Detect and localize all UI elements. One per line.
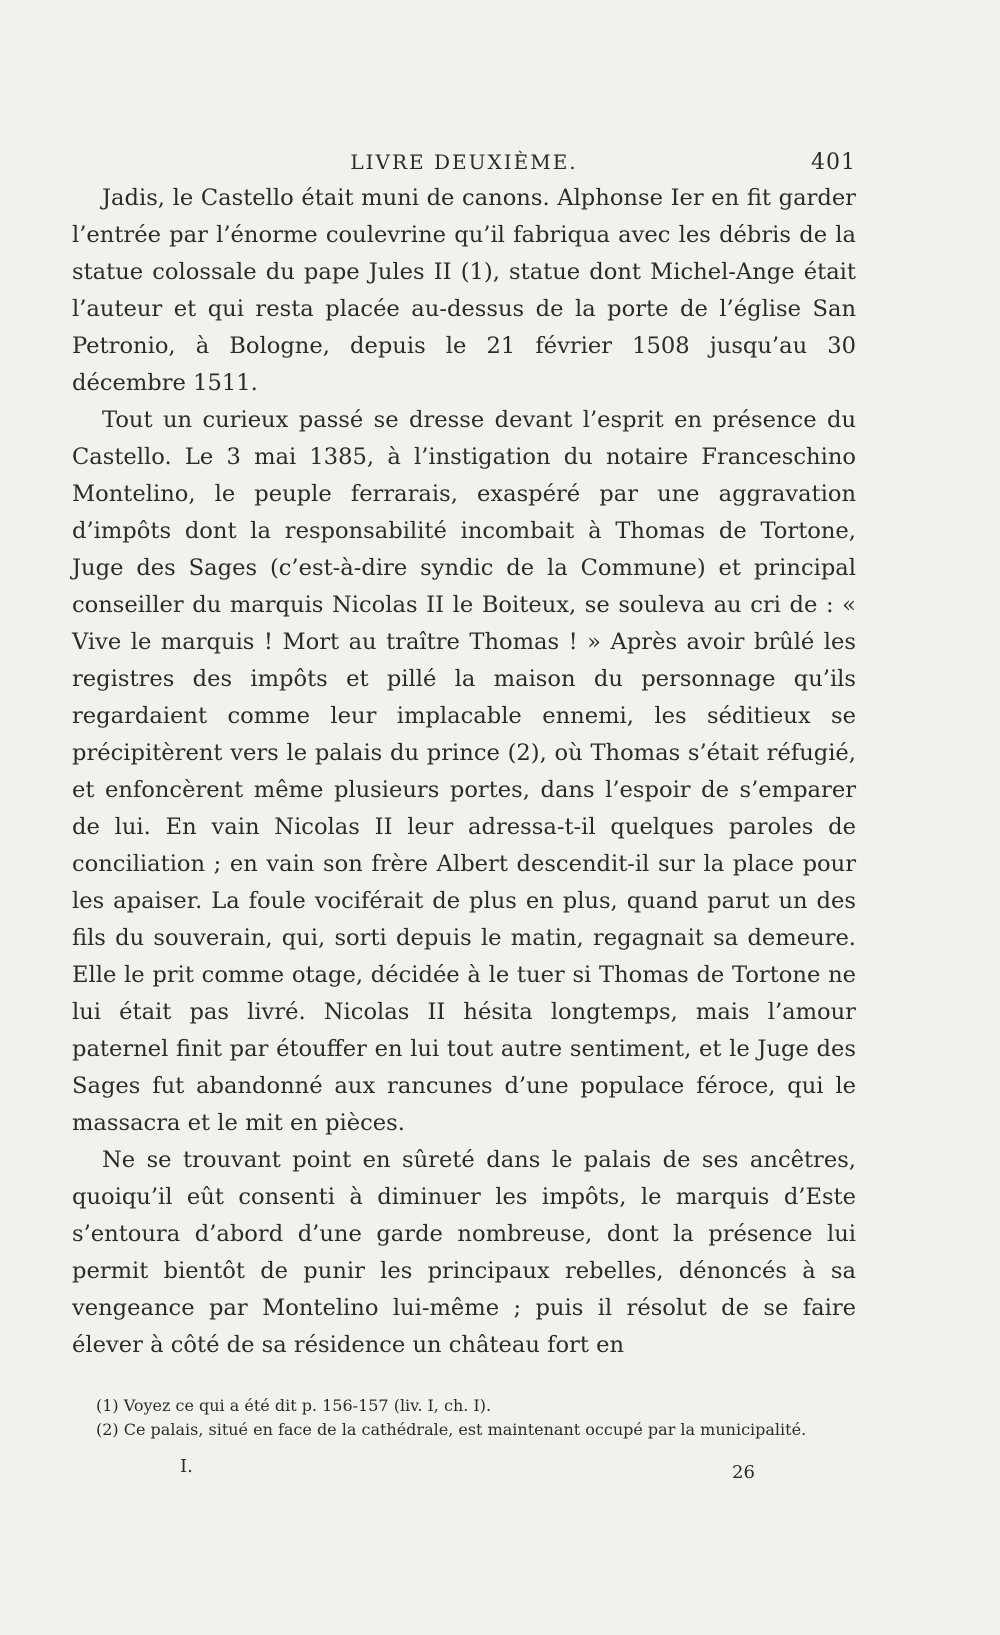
signature-number: 26 <box>732 1462 755 1483</box>
paragraph-1: Jadis, le Castello était muni de canons. Alphonse Ier en fit garder l’entrée par l’énorme coulevrine qu’il fabriqua avec les débris de la statue colossale du pape Jules II (1), statue dont Michel-Ange était l’auteur et qui resta placée au-dessus de la porte de l’église San Petronio, à Bologne, depuis le 21 février 1508 jusqu’au 30 décembre 1511. <box>72 185 856 396</box>
footnote-2: (2) Ce palais, situé en face de la cathédrale, est maintenant occupé par la municipalité. <box>96 1420 807 1439</box>
signature-mark: I. <box>180 1456 193 1477</box>
paragraph-3: Ne se trouvant point en sûreté dans le palais de ses ancêtres, quoiqu’il eût consenti à diminuer les impôts, le marquis d’Este s’entoura d’abord d’une garde nombreuse, dont la présence lui permit bientôt de punir les principaux rebelles, dénoncés à sa vengeance par Montelino lui-même ; puis il résolut de se faire élever à côté de sa résidence un château fort en <box>72 1147 856 1358</box>
page-number: 401 <box>811 150 856 175</box>
running-head <box>72 140 856 180</box>
body-text <box>72 180 856 1364</box>
signature-line <box>72 1456 856 1496</box>
running-title: LIVRE DEUXIÈME. <box>350 150 578 174</box>
footnotes <box>72 1394 856 1442</box>
paragraph-2: Tout un curieux passé se dresse devant l’esprit en présence du Castello. Le 3 mai 1385, à l’instigation du notaire Franceschino Montelino, le peuple ferrarais, exaspéré par une aggravation d’impôts dont la responsabilité incombait à Thomas de Tortone, Juge des Sages (c’est-à-dire syndic de la Commune) et principal conseiller du marquis Nicolas II le Boiteux, se souleva au cri de : « Vive le marquis ! Mort au traître Thomas ! » Après avoir brûlé les registres des impôts et pillé la maison du personnage qu’ils regardaient comme leur implacable ennemi, les séditieux se précipitèrent vers le palais du prince (2), où Thomas s’était réfugié, et enfoncèrent même plusieurs portes, dans l’espoir de s’emparer de lui. En vain Nicolas II leur adressa-t-il quelques paroles de conciliation ; en vain son frère Albert descendit-il sur la place pour les apaiser. La foule vociférait de plus en plus, quand parut un des fils du souverain, qui, sorti depuis le matin, regagnait sa demeure. Elle le prit comme otage, décidée à le tuer si Thomas de Tortone ne lui était pas livré. Nicolas II hésita longtemps, mais l’amour paternel finit par étouffer en lui tout autre sentiment, et le Juge des Sages fut abandonné aux rancunes d’une populace féroce, qui le massacra et le mit en pièces. <box>72 407 856 1136</box>
book-page <box>72 140 856 1496</box>
footnote-1: (1) Voyez ce qui a été dit p. 156-157 (liv. I, ch. I). <box>96 1396 492 1415</box>
